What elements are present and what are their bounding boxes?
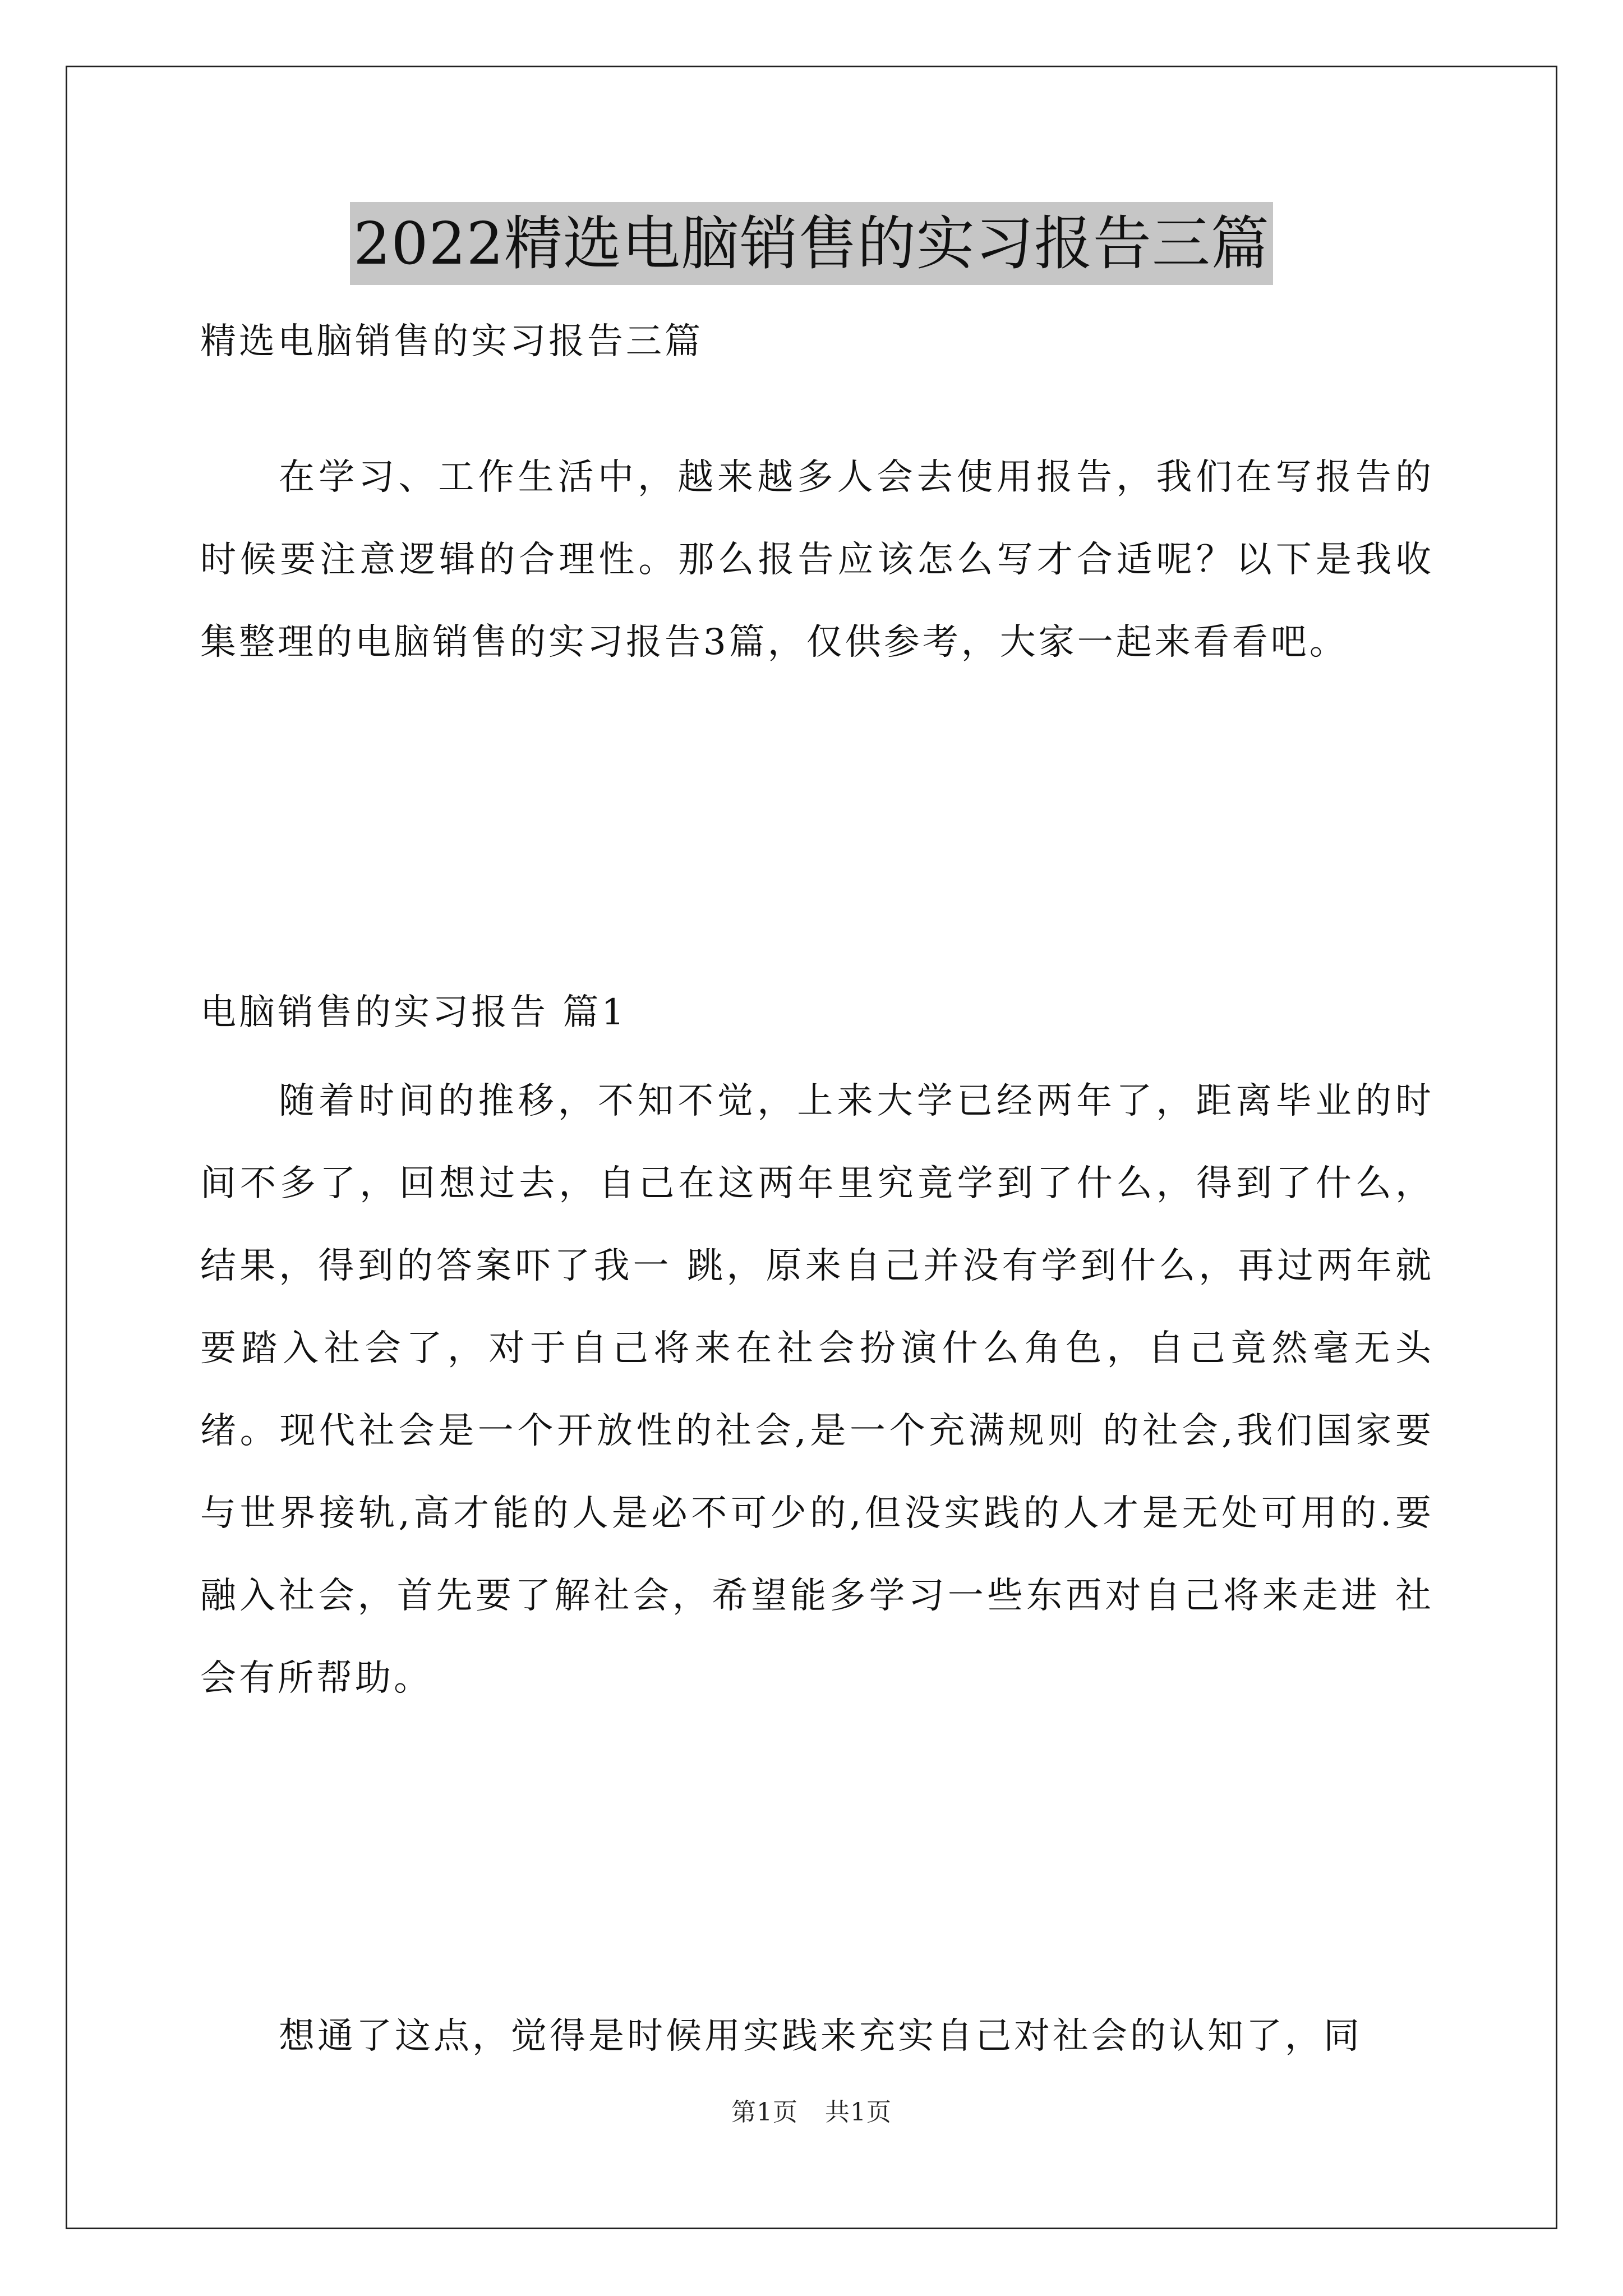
page-footer	[0, 2096, 1623, 2129]
document-subtitle: 精选电脑销售的实习报告三篇	[200, 321, 703, 362]
body-paragraph: 想通了这点，觉得是时候用实践来充实自己对社会的认知了，同	[279, 2016, 1362, 2057]
page-number-total: 共1页	[825, 2098, 892, 2127]
section-heading: 电脑销售的实习报告 篇1	[200, 992, 628, 1033]
page-number-current: 第1页	[731, 2098, 798, 2127]
intro-paragraph: 在学习、工作生活中，越来越多人会去使用报告，我们在写报告的时候要注意逻辑的合理性。那么报告应该怎么写才合适呢？以下是我收集整理的电脑销售的实习报告3篇，仅供参考，大家一起来看看吧。	[200, 457, 1434, 663]
document-title: 2022精选电脑销售的实习报告三篇	[350, 202, 1273, 285]
body-paragraph: 随着时间的推移，不知不觉，上来大学已经两年了，距离毕业的时间不多了，回想过去，自己在这两年里究竟学到了什么，得到了什么，结果，得到的答案吓了我一 跳，原来自己并没有学到什么，再过两年就要踏入社会了，对于自己将来在社会扮演什么角色，自己竟然毫无头绪。现代社会是一个开放性的社会,是一个充满规则 的社会,我们国家要与世界接轨,高才能的人是必不可少的,但没实践的人才是无处可用的.要融入社会，首先要了解社会，希望能多学习一些东西对自己将来走进 社会有所帮助。	[200, 1080, 1434, 1699]
title-container	[0, 202, 1623, 285]
